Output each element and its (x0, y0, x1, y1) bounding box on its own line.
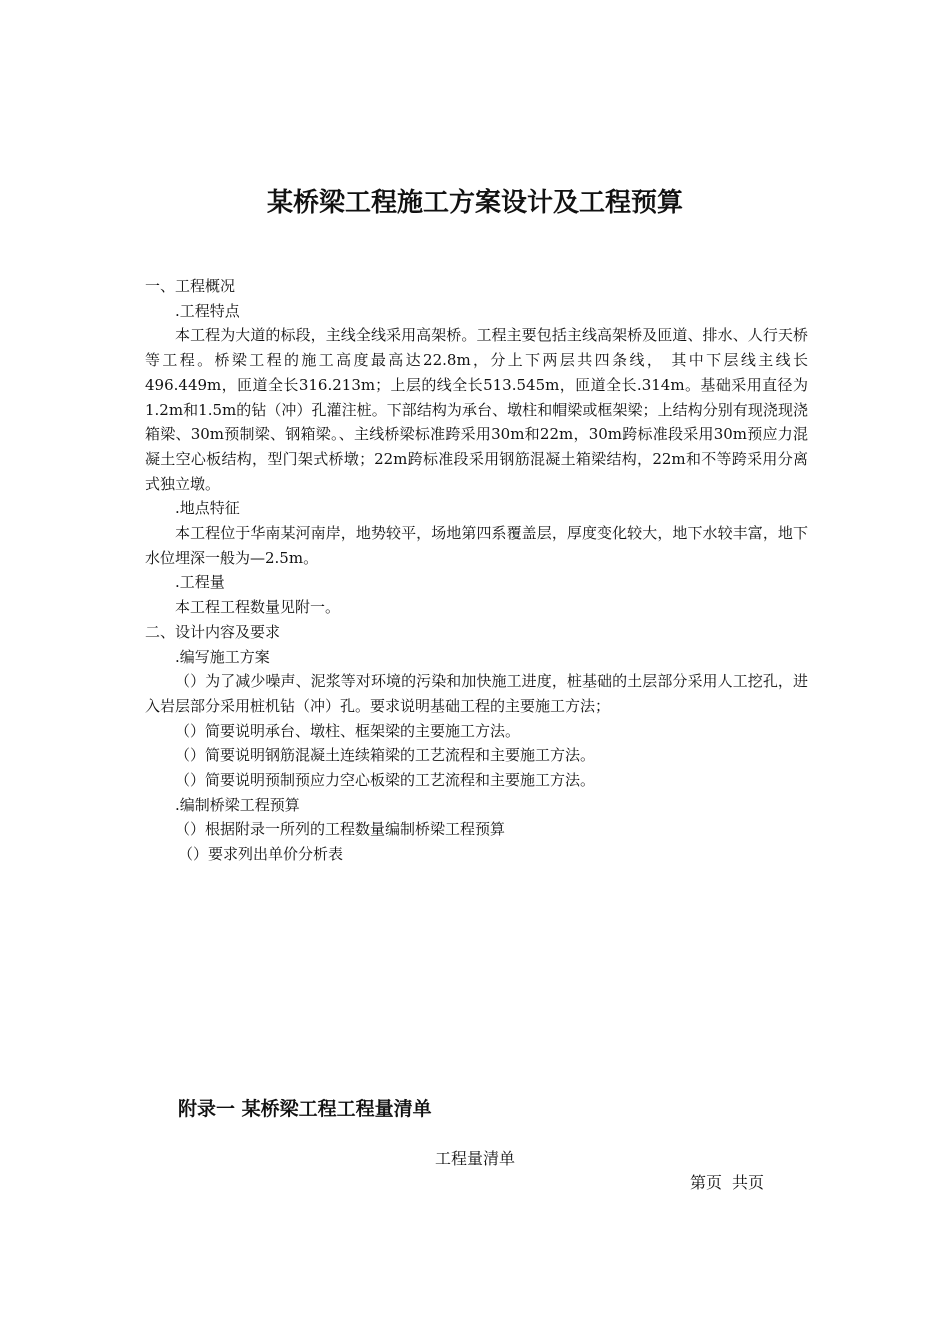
page-count (690, 1170, 774, 1193)
section-2-item-6: （）要求列出单价分析表 (178, 845, 344, 864)
document-body (145, 274, 808, 867)
section-1-sub-2-text: 本工程位于华南某河南岸，地势较平，场地第四系覆盖层，厚度变化较大，地下水较丰富，地下水位埋深一般为—2.5m。 (145, 524, 808, 567)
section-2-sub-1-heading: .编写施工方案 (175, 647, 270, 666)
section-1-sub-3-text: 本工程工程数量见附一。 (175, 598, 341, 617)
section-1-sub-3-heading: .工程量 (175, 573, 225, 592)
section-2-item-1: （）为了减少噪声、泥浆等对环境的污染和加快施工进度，桩基础的土层部分采用人工挖孔，进入岩层部分采用桩机钻（冲）孔。要求说明基础工程的主要施工方法； (145, 672, 808, 715)
page-label: 第页 (690, 1173, 723, 1192)
section-2-sub-2-heading: .编制桥梁工程预算 (175, 795, 300, 814)
section-2-item-3: （）简要说明钢筋混凝土连续箱梁的工艺流程和主要施工方法。 (175, 746, 596, 765)
section-2-item-5: （）根据附录一所列的工程数量编制桥梁工程预算 (175, 820, 506, 839)
section-1-heading: 一、工程概况 (145, 277, 236, 295)
section-2-item-4: （）简要说明预制预应力空心板梁的工艺流程和主要施工方法。 (175, 771, 596, 790)
table-title: 工程量清单 (434, 1149, 515, 1168)
section-2-item-2: （）简要说明承台、墩柱、框架梁的主要施工方法。 (175, 721, 521, 740)
section-1-sub-2-heading: .地点特征 (175, 499, 240, 518)
section-2-heading: 二、设计内容及要求 (145, 622, 281, 641)
total-pages-label: 共页 (732, 1173, 765, 1192)
section-1-sub-1-heading: .工程特点 (175, 301, 240, 320)
section-1-sub-1-text: 本工程为大道的标段，主线全线采用高架桥。工程主要包括主线高架桥及匝道、排水、人行天桥等工程。桥梁工程的施工高度最高达22.8m，分上下两层共四条线， 其中下层线主线长496.449m，匝道全长316.213m；上层的线全长513.545m，匝道全长.314m。基础采用直径为1.2m和1.5m的钻（冲）孔灌注桩。下部结构为承台、墩柱和帽梁或框架梁；上结构分别有现浇现浇箱梁、30m预制梁、钢箱梁。、主线桥梁标准跨采用30m和22m，30m跨标准段采用30m预应力混凝土空心板结构，型门架式桥墩；22m跨标准段采用钢筋混凝土箱梁结构，22m和不等跨采用分离式独立墩。 (145, 326, 808, 493)
appendix-title: 附录一 某桥梁工程工程量清单 (178, 1098, 432, 1120)
document-title: 某桥梁工程施工方案设计及工程预算 (266, 188, 683, 218)
